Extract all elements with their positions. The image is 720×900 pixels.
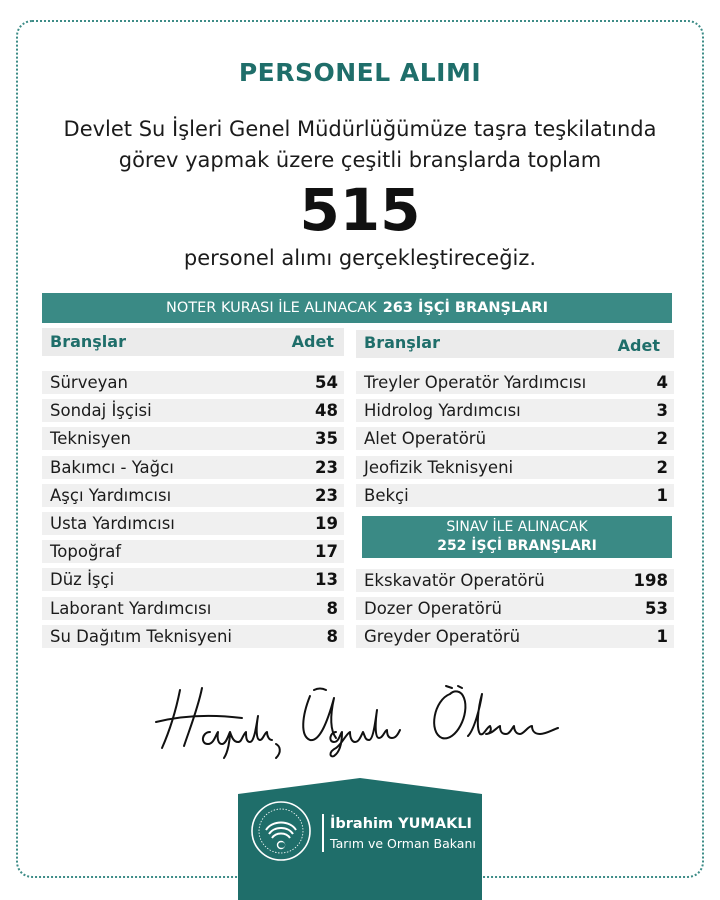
branch-count: 8 bbox=[326, 626, 338, 646]
table-row bbox=[356, 569, 674, 592]
branch-count: 23 bbox=[315, 485, 338, 505]
table-row bbox=[42, 540, 344, 563]
table-row bbox=[42, 597, 344, 620]
branch-name: Sondaj İşçisi bbox=[50, 401, 152, 421]
branch-name: Su Dağıtım Teknisyeni bbox=[50, 626, 232, 646]
branch-count: 8 bbox=[326, 598, 338, 618]
branch-name: Usta Yardımcısı bbox=[50, 514, 175, 533]
table-row bbox=[42, 399, 344, 422]
table-row bbox=[356, 399, 674, 422]
branch-name: Ekskavatör Operatörü bbox=[364, 571, 545, 590]
branch-name: Treyler Operatör Yardımcısı bbox=[364, 373, 587, 392]
intro-text bbox=[0, 114, 720, 176]
branch-count: 17 bbox=[315, 542, 338, 562]
branch-count: 13 bbox=[315, 570, 338, 590]
branch-name: Laborant Yardımcısı bbox=[50, 598, 212, 618]
table-row bbox=[356, 625, 674, 648]
branch-name: Bekçi bbox=[364, 485, 409, 505]
table-row bbox=[42, 568, 344, 591]
branch-name: Topoğraf bbox=[50, 542, 122, 562]
table-row bbox=[356, 371, 674, 394]
intro-line-1: Devlet Su İşleri Genel Müdürlüğümüze taşra teşkilatında bbox=[63, 117, 657, 141]
branch-count: 1 bbox=[656, 485, 668, 505]
signature bbox=[150, 682, 570, 762]
right-branch-header: Branşlar bbox=[364, 333, 440, 352]
sinav-banner-line-2: 252 İŞÇİ BRANŞLARI bbox=[437, 538, 597, 554]
table-row bbox=[356, 456, 674, 479]
branch-name: Hidrolog Yardımcısı bbox=[364, 401, 521, 421]
branch-name: Alet Operatörü bbox=[364, 429, 487, 449]
left-count-header: Adet bbox=[291, 332, 334, 351]
intro-line-2: görev yapmak üzere çeşitli branşlarda toplam bbox=[118, 148, 602, 172]
branch-count: 19 bbox=[315, 514, 338, 533]
table-row bbox=[42, 484, 344, 507]
table-row bbox=[42, 625, 344, 648]
page-title: PERSONEL ALIMI bbox=[238, 58, 482, 87]
minister-role: Tarım ve Orman Bakanı bbox=[330, 836, 476, 851]
branch-count: 2 bbox=[656, 429, 668, 449]
branch-count: 198 bbox=[633, 571, 668, 590]
total-count: 515 bbox=[299, 176, 421, 244]
branch-count: 54 bbox=[315, 373, 338, 392]
table-row bbox=[42, 371, 344, 394]
branch-name: Jeofizik Teknisyeni bbox=[364, 457, 514, 477]
branch-name: Düz İşçi bbox=[50, 570, 115, 590]
noter-banner-text: NOTER KURASI İLE ALINACAK bbox=[166, 300, 377, 316]
table-row bbox=[356, 427, 674, 450]
branch-name: Dozer Operatörü bbox=[364, 599, 502, 618]
sinav-banner-line-1: SINAV İLE ALINACAK bbox=[446, 519, 588, 535]
branch-name: Aşçı Yardımcısı bbox=[50, 485, 172, 505]
minister-name: İbrahim YUMAKLI bbox=[330, 816, 472, 832]
table-row bbox=[42, 427, 344, 450]
table-row bbox=[42, 512, 344, 535]
table-row bbox=[356, 484, 674, 507]
branch-name: Greyder Operatörü bbox=[364, 627, 521, 646]
badge-separator bbox=[322, 814, 324, 852]
outro-text: personel alımı gerçekleştireceğiz. bbox=[183, 246, 537, 270]
branch-count: 53 bbox=[645, 599, 668, 618]
branch-count: 1 bbox=[656, 627, 668, 646]
right-column-header bbox=[356, 330, 674, 358]
branch-name: Sürveyan bbox=[50, 373, 128, 392]
noter-banner bbox=[42, 293, 672, 323]
branch-count: 2 bbox=[656, 457, 668, 477]
noter-banner-bold: 263 İŞÇİ BRANŞLARI bbox=[382, 300, 548, 316]
branch-count: 3 bbox=[656, 401, 668, 421]
left-column-header bbox=[42, 328, 344, 356]
table-row bbox=[356, 597, 674, 620]
branch-count: 4 bbox=[656, 373, 668, 392]
branch-count: 48 bbox=[315, 401, 338, 421]
branch-count: 23 bbox=[315, 457, 338, 477]
ministry-emblem-icon bbox=[250, 800, 312, 862]
sinav-banner bbox=[362, 516, 672, 558]
branch-count: 35 bbox=[315, 429, 338, 449]
branch-name: Teknisyen bbox=[50, 429, 131, 449]
table-row bbox=[42, 456, 344, 479]
branch-name: Bakımcı - Yağcı bbox=[50, 457, 174, 477]
left-branch-header: Branşlar bbox=[50, 332, 126, 351]
right-count-header: Adet bbox=[617, 336, 660, 355]
